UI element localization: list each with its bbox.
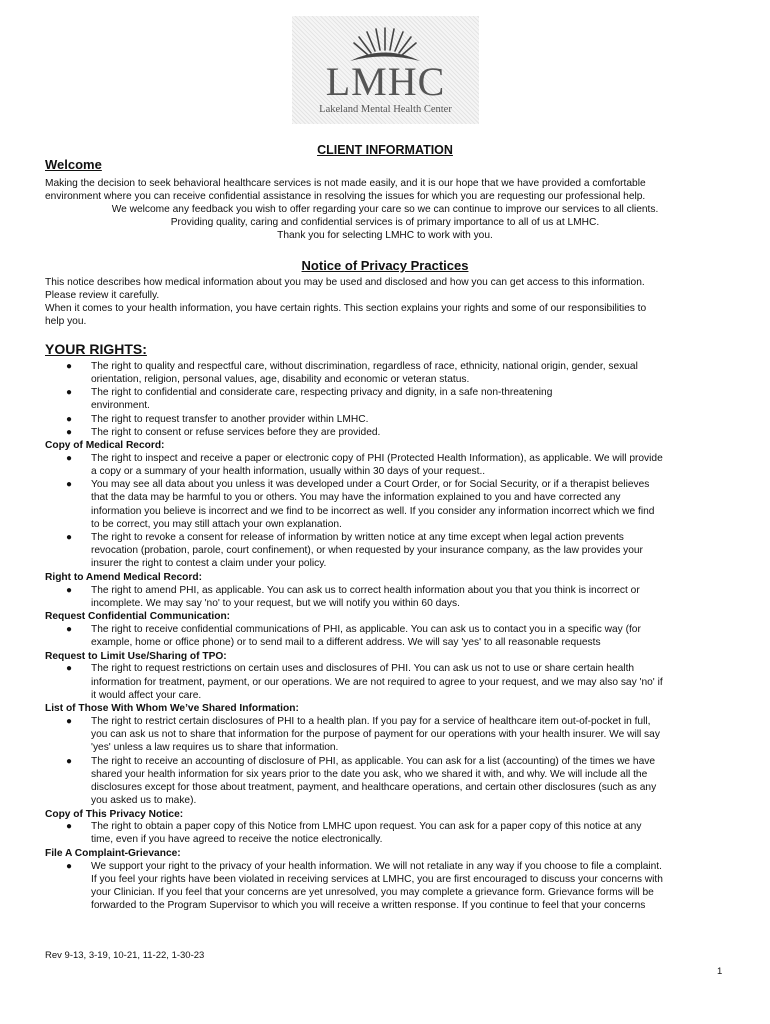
list-item	[91, 386, 731, 412]
notice-line: help you.	[45, 316, 87, 327]
list-item-line: disclosures except for those about treatment, payment, and healthcare operations, and certain other disclosures (such as any	[91, 781, 657, 793]
list-item-line: orientation, religion, personal values, age, disability and economic or veteran status.	[91, 374, 470, 386]
confidential-communication-heading: Request Confidential Communication:	[45, 611, 231, 623]
list-item-line: shared your health information for six years prior to the date you ask, who we shared it with, and why. We will include all the	[91, 768, 648, 780]
list-item	[91, 413, 731, 426]
list-item-line: your Clinician. If you feel that your concerns are yet unresolved, you may complete a grievance form. Grievance forms will be	[91, 886, 654, 898]
logo-text: LMHC	[325, 59, 446, 104]
welcome-heading: Welcome	[45, 157, 102, 172]
bullet-icon: ●	[66, 531, 73, 543]
welcome-line: Thank you for selecting LMHC to work with you.	[277, 230, 493, 241]
list-item-line: example, home or office phone) or to send mail to a different address. We will say 'yes' to all reasonable requests	[91, 637, 601, 649]
list-item-line: information you believe is incorrect and we find to be incorrect as well. If you consider any information incorrect which we find	[91, 505, 655, 517]
list-item-line: The right to revoke a consent for release of information by written notice at any time except when legal action prevents	[91, 531, 624, 543]
list-item-line: The right to confidential and considerate care, respecting privacy and dignity, in a safe non-threatening	[91, 387, 553, 399]
bullet-icon: ●	[66, 860, 73, 872]
list-item-line: to be correct, you may still attach your own explanation.	[91, 518, 342, 530]
list-item	[91, 531, 731, 570]
page-number: 1	[717, 966, 723, 977]
bullet-icon: ●	[66, 387, 73, 399]
list-item-line: The right to request transfer to another provider within LMHC.	[91, 413, 369, 425]
list-item-line: The right to receive confidential communications of PHI, as applicable. You can ask us to contact you in a specific way (for	[91, 624, 641, 635]
list-item	[91, 452, 731, 478]
bullet-icon: ●	[66, 755, 73, 767]
notice-heading: Notice of Privacy Practices	[301, 258, 469, 273]
list-item	[91, 860, 731, 912]
logo-subtitle: Lakeland Mental Health Center	[319, 104, 452, 115]
notice-line: When it comes to your health information, you have certain rights. This section explains your rights and some of our responsibilities to	[45, 303, 647, 314]
list-item-line: The right to quality and respectful care, without discrimination, regardless of race, ethnicity, national origin, gender, sexual	[91, 361, 638, 372]
list-item-line: forwarded to the Program Supervisor to which you will receive a written response. If you continue to feel that your concerns	[91, 899, 646, 911]
list-item-line: time, even if you have agreed to receive the notice electronically.	[91, 834, 383, 846]
list-item	[91, 623, 731, 649]
list-item-line: The right to restrict certain disclosures of PHI to a health plan. If you pay for a service of healthcare item out-of-pocket in full,	[91, 716, 651, 728]
list-item	[91, 360, 731, 386]
lmhc-logo	[292, 16, 479, 124]
list-item-line: a copy or a summary of your health information, usually within 30 days of your request..	[91, 466, 486, 478]
list-item	[91, 426, 731, 439]
list-item-line: you asked us to make).	[91, 794, 197, 806]
welcome-line: Providing quality, caring and confidential services is of primary importance to all of us at LMHC.	[170, 217, 600, 228]
bullet-icon: ●	[66, 361, 73, 372]
revision-footer: Rev 9-13, 3-19, 10-21, 11-22, 1-30-23	[45, 950, 205, 961]
welcome-line: We welcome any feedback you wish to offer regarding your care so we can continue to improve our services to all clients.	[111, 204, 659, 215]
bullet-icon: ●	[66, 453, 73, 465]
list-item-line: 'yes' unless a law requires us to share that information.	[91, 742, 339, 754]
document-title: CLIENT INFORMATION	[317, 143, 453, 157]
list-item-line: insurer the right to contest a claim under your policy.	[91, 558, 327, 570]
bullet-icon: ●	[66, 821, 73, 833]
copy-record-heading: Copy of Medical Record:	[45, 440, 165, 452]
list-item-line: The right to inspect and receive a paper or electronic copy of PHI (Protected Health Information), as applicable. We will provide	[91, 453, 663, 465]
list-item-line: We support your right to the privacy of your health information. We will not retaliate in any way if you choose to file a complaint.	[91, 860, 662, 872]
bullet-icon: ●	[66, 479, 73, 491]
bullet-icon: ●	[66, 624, 73, 635]
rights-heading: YOUR RIGHTS:	[45, 341, 147, 357]
list-item-line: You may see all data about you unless it was developed under a Court Order, or for Social Security, or if a therapist believes	[91, 479, 650, 491]
list-item	[91, 715, 731, 754]
limit-use-heading: Request to Limit Use/Sharing of TPO:	[45, 650, 227, 662]
list-item-line: you can ask us not to share that information for the purpose of payment for our operations with your health insurer. We will say	[91, 729, 660, 741]
list-item-line: revocation (probation, parole, court confinement), or when requested by your insurance company, as the law provides your	[91, 545, 643, 557]
list-item	[91, 662, 731, 701]
notice-line: Please review it carefully.	[45, 290, 160, 301]
list-item-line: The right to consent or refuse services before they are provided.	[91, 426, 381, 438]
shared-information-heading: List of Those With Whom We’ve Shared Information:	[45, 703, 299, 715]
bullet-icon: ●	[66, 584, 73, 596]
list-item-line: If you feel your rights have been violated in receiving services at LMHC, you are first encouraged to discuss your concerns with	[91, 873, 663, 885]
list-item-line: information for treatment, payment, or our operations. We are not required to agree to your request, and we may also say 'no' if	[91, 676, 663, 688]
list-item	[91, 820, 731, 846]
welcome-line: Making the decision to seek behavioral healthcare services is not made easily, and it is our hope that we have provided a comfortable	[45, 178, 646, 189]
notice-line: This notice describes how medical information about you may be used and disclosed and how you can get access to this information.	[45, 277, 645, 288]
list-item-line: The right to amend PHI, as applicable. You can ask us to correct health information about you that you think is incorrect or	[91, 584, 640, 596]
list-item	[91, 584, 731, 610]
list-item-line: it would affect your care.	[91, 689, 202, 701]
list-item-line: The right to receive an accounting of disclosure of PHI, as applicable. You can ask for a list (accounting) of the times we have	[91, 755, 656, 767]
welcome-line: environment where you can receive confidential assistance in resolving the issues for which you are requesting our professional help.	[45, 191, 646, 202]
list-item	[91, 755, 731, 807]
list-item-line: environment.	[91, 400, 150, 412]
bullet-icon: ●	[66, 663, 73, 675]
list-item-line: incomplete. We may say 'no' to your request, but we will notify you within 60 days.	[91, 597, 460, 609]
complaint-heading: File A Complaint-Grievance:	[45, 848, 181, 860]
list-item	[91, 478, 731, 530]
bullet-icon: ●	[66, 716, 73, 728]
list-item-line: The right to obtain a paper copy of this Notice from LMHC upon request. You can ask for a paper copy of this notice at any	[91, 821, 642, 833]
list-item-line: The right to request restrictions on certain uses and disclosures of PHI. You can ask us not to use or share certain health	[91, 663, 635, 675]
list-item-line: that the data may be harmful to you or others. You may have the information explained to you and have corrected any	[91, 492, 621, 504]
bullet-icon: ●	[66, 426, 73, 438]
amend-record-heading: Right to Amend Medical Record:	[45, 571, 202, 583]
copy-notice-heading: Copy of This Privacy Notice:	[45, 808, 184, 820]
bullet-icon: ●	[66, 413, 73, 425]
